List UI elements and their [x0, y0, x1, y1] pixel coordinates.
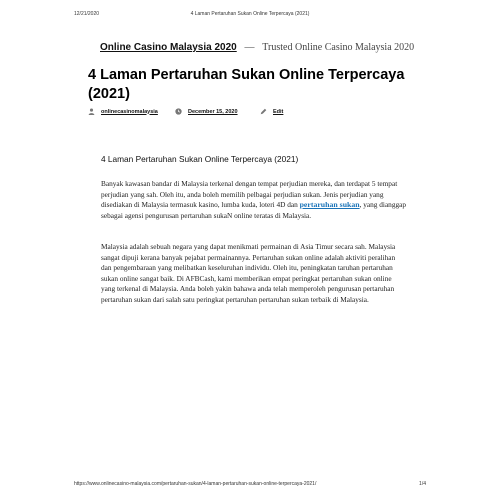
site-title-link[interactable]: Online Casino Malaysia 2020: [100, 42, 237, 53]
print-footer: [74, 481, 426, 489]
edit-link[interactable]: Edit: [273, 108, 284, 115]
print-header: [74, 11, 426, 19]
clock-icon: [175, 108, 182, 115]
print-url: https://www.onlinecasino-malaysia.com/pertaruhan-sukan/4-laman-pertaruhan-sukan-online-terpercaya-2021/: [74, 481, 317, 487]
paragraph-2: Malaysia adalah sebuah negara yang dapat menikmati permainan di Asia Timur secara sah. Malaysia sangat dipuji kerana banyak pejabat permainannya. Pertaruhan sukan online adalah aktiviti peralihan dan pengembaraan yang melibatkan keseluruhan individu. Oleh itu, peningkatan taruhan pertaruhan sukan online sangat baik. Di AFBCash, kami memberikan empat peringkat pertaruhan sukan online yang terkenal di Malaysia. Anda boleh yakin bahawa anda telah memperoleh pengurusan pertaruhan pertaruhan sukan dari salah satu peringkat pertaruhan pertaruhan sukan terbaik di Malaysia.: [101, 242, 396, 304]
title-separator: —: [244, 42, 255, 53]
post-author: [88, 108, 158, 115]
author-link[interactable]: onlinecasinomalaysia: [101, 108, 158, 115]
pertaruhan-sukan-link[interactable]: pertaruhan sukan: [299, 200, 360, 209]
paragraph-1: [101, 179, 406, 221]
user-icon: [88, 108, 95, 115]
page-number: 1/4: [419, 481, 426, 487]
site-tagline: Trusted Online Casino Malaysia 2020: [262, 42, 415, 53]
paragraph-1-before: Banyak kawasan bandar di Malaysia terkenal dengan tempat perjudian mereka, dan terdapat 5 tempat perjudian yang sah. Oleh itu, anda boleh memilih pelbagai perjudian sukan. Jenis perjudian yang disediakan di Malaysia termasuk kasino, lumba kuda, loteri 4D dan: [101, 179, 398, 209]
content-heading: 4 Laman Pertaruhan Sukan Online Terpercaya (2021): [101, 154, 299, 164]
post-title: 4 Laman Pertaruhan Sukan Online Terpercaya (2021): [88, 67, 405, 102]
post-meta: [88, 108, 348, 118]
post-edit: [260, 108, 283, 115]
date-link[interactable]: December 15, 2020: [188, 108, 238, 115]
post-date: [175, 108, 238, 115]
print-date: 12/21/2020: [74, 11, 100, 17]
print-page-title: 4 Laman Pertaruhan Sukan Online Terpercaya (2021): [190, 11, 310, 17]
site-header: [100, 42, 420, 53]
paragraph-1-after: , yang dianggap sebagai agensi pengurusan pertaruhan sukaN online teratas di Malaysia.: [101, 200, 407, 220]
pencil-icon: [260, 108, 267, 115]
